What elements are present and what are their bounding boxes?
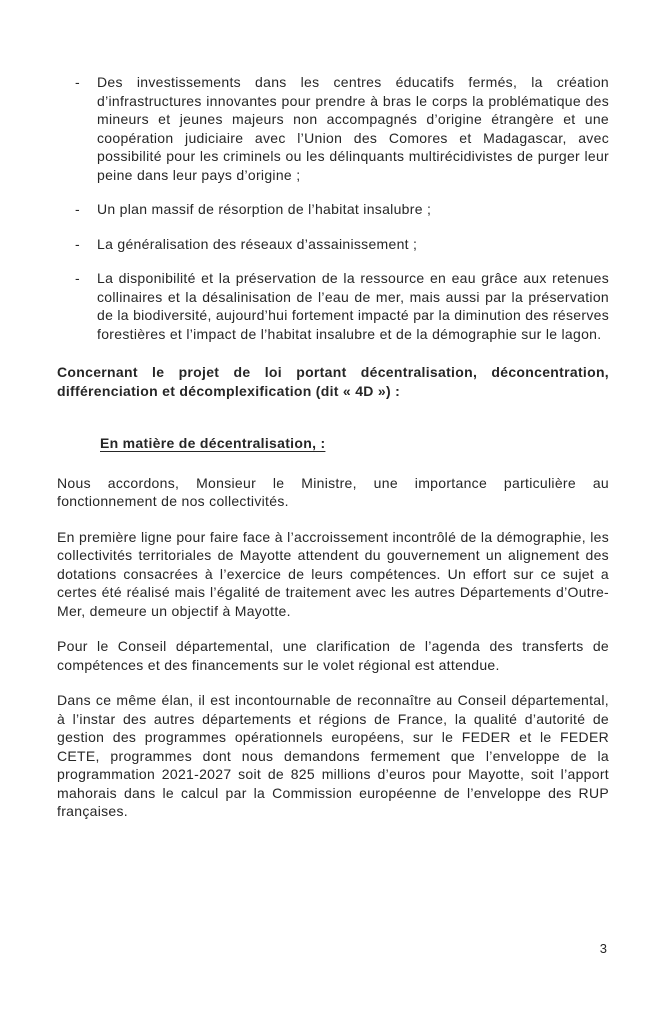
bullet-dash: - [75, 270, 80, 286]
paragraph: Dans ce même élan, il est incontournable de reconnaître au Conseil départemental, à l’instar des autres départements et régions de France, la qualité d’autorité de gestion des programmes opérationnels européens, sur le FEDER et le FEDER CETE, programmes dont nous demandons fermement que l’enveloppe de la programmation 2021-2027 soit de 825 millions d’euros pour Mayotte, soit l’apport mahorais dans le calcul par la Commission européenne de l’enveloppe des RUP françaises. [57, 692, 609, 819]
bullet-text: Un plan massif de résorption de l’habitat insalubre ; [97, 201, 432, 217]
bullet-item [57, 235, 609, 254]
bullet-item [57, 200, 609, 219]
bullet-item [57, 269, 609, 343]
bullet-dash: - [75, 201, 80, 217]
paragraph: En première ligne pour faire face à l’accroissement incontrôlé de la démographie, les collectivités territoriales de Mayotte attendent du gouvernement un alignement des dotations consacrées à l’exercice de leurs compétences. Un effort sur ce sujet a certes été réalisé mais l’égalité de traitement avec les autres Départements d’Outre-Mer, demeure un objectif à Mayotte. [57, 528, 609, 619]
page-number: 3 [599, 941, 607, 956]
subsection-heading: En matière de décentralisation, : [100, 435, 326, 451]
paragraph: Nous accordons, Monsieur le Ministre, une importance particulière au fonctionnement de nos collectivités. [57, 474, 609, 509]
bullet-text: La généralisation des réseaux d’assainissement ; [97, 235, 418, 252]
section-heading: Concernant le projet de loi portant décentralisation, déconcentration, différenciation et décomplexification (dit « 4D ») : [57, 364, 609, 399]
paragraph: Pour le Conseil départemental, une clarification de l’agenda des transferts de compétences et des financements sur le volet régional est attendue. [57, 638, 609, 673]
bullet-dash: - [75, 235, 80, 252]
bullet-item [57, 73, 609, 184]
bullet-list [57, 73, 609, 343]
bullet-dash: - [75, 74, 80, 90]
document-content [57, 73, 609, 821]
bullet-text: La disponibilité et la préservation de la ressource en eau grâce aux retenues collinaires et la désalinisation de l’eau de mer, mais aussi par la préservation de la biodiversité, aujourd’hui fortement impacté par la diminution des réserves forestières et l’impact de l’habitat insalubre et de la démographie sur le lagon. [97, 270, 609, 342]
bullet-text: Des investissements dans les centres éducatifs fermés, la création d’infrastructures innovantes pour prendre à bras le corps la problématique des mineurs et jeunes majeurs non accompagnés d’origine étrangère et une coopération judiciaire avec l’Union des Comores et Madagascar, avec possibilité pour les criminels ou les délinquants multirécidivistes de purger leur peine dans leur pays d’origine ; [97, 74, 609, 183]
